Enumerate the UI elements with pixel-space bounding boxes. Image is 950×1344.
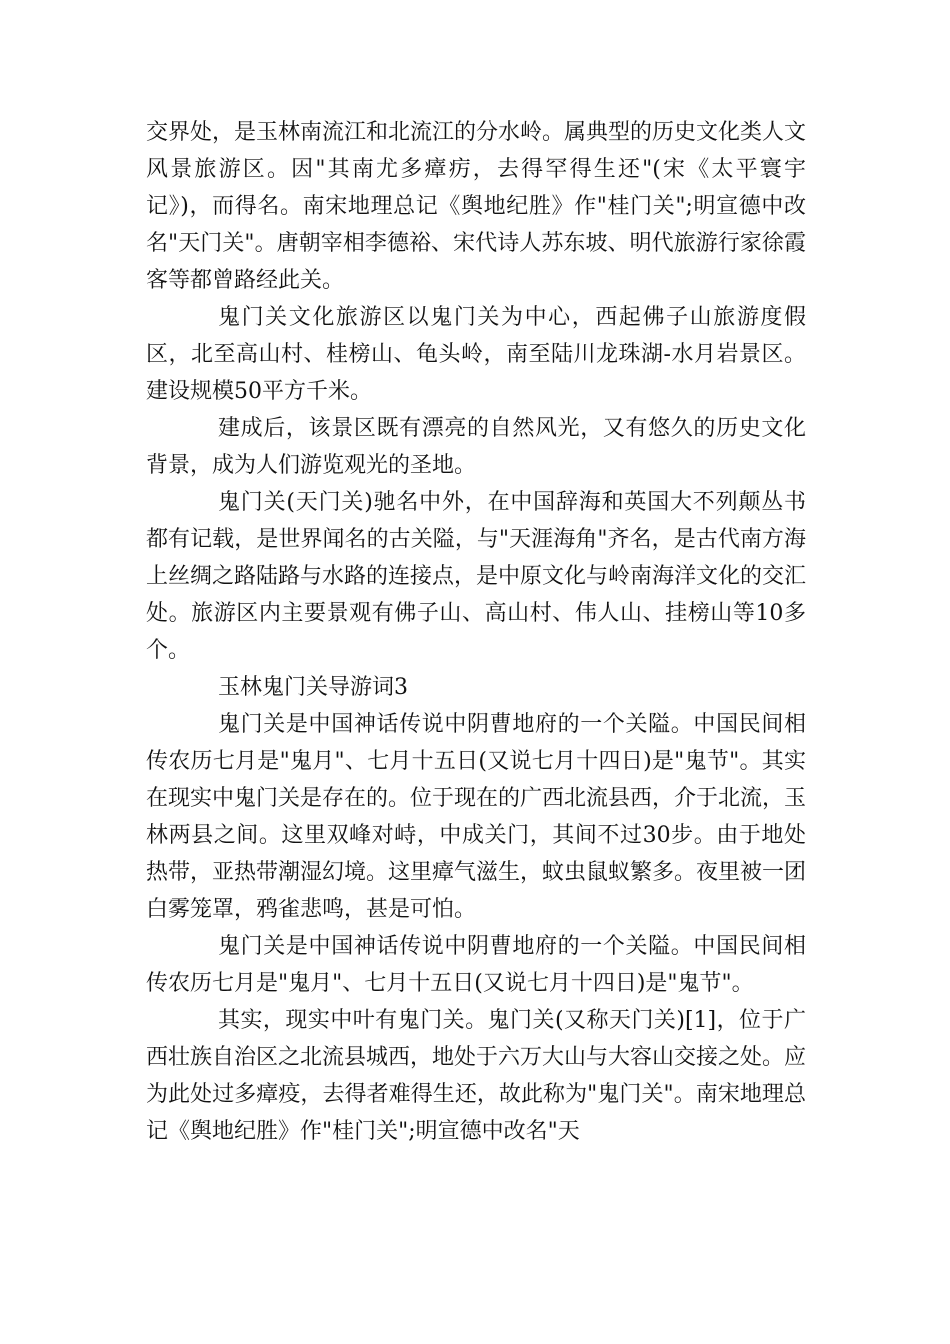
paragraph-3: 建成后，该景区既有漂亮的自然风光，又有悠久的历史文化背景，成为人们游览观光的圣地。 xyxy=(146,416,806,478)
paragraph-1: 交界处，是玉林南流江和北流江的分水岭。属典型的历史文化类人文风景旅游区。因"其南尤多瘴疠，去得罕得生还"(宋《太平寰宇记》)，而得名。南宋地理总记《舆地纪胜》作"桂门关";明宣德中改名"天门关"。唐朝宰相李德裕、宋代诗人苏东坡、明代旅游行家徐霞客等都曾路经此关。 xyxy=(146,120,807,293)
paragraph-4: 鬼门关(天门关)驰名中外，在中国辞海和英国大不列颠丛书都有记载，是世界闻名的古关隘，与"天涯海角"齐名，是古代南方海上丝绸之路陆路与水路的连接点，是中原文化与岭南海洋文化的交汇处。旅游区内主要景观有佛子山、高山村、伟人山、挂榜山等10多个。 xyxy=(146,490,807,663)
document-page xyxy=(146,114,806,1150)
section-heading: 玉林鬼门关导游词3 xyxy=(218,675,408,700)
paragraph-5: 鬼门关是中国神话传说中阴曹地府的一个关隘。中国民间相传农历七月是"鬼月"、七月十五日(又说七月十四日)是"鬼节"。其实在现实中鬼门关是存在的。位于现在的广西北流县西，介于北流，玉林两县之间。这里双峰对峙，中成关门，其间不过30步。由于地处热带，亚热带潮湿幻境。这里瘴气滋生，蚊虫鼠蚁繁多。夜里被一团白雾笼罩，鸦雀悲鸣，甚是可怕。 xyxy=(146,712,807,922)
paragraph-6: 鬼门关是中国神话传说中阴曹地府的一个关隘。中国民间相传农历七月是"鬼月"、七月十五日(又说七月十四日)是"鬼节"。 xyxy=(146,934,806,996)
paragraph-7: 其实，现实中叶有鬼门关。鬼门关(又称天门关)[1]，位于广西壮族自治区之北流县城西，地处于六万大山与大容山交接之处。应为此处过多瘴疫，去得者难得生还，故此称为"鬼门关"。南宋地理总记《舆地纪胜》作"桂门关";明宣德中改名"天 xyxy=(146,1008,807,1144)
paragraph-2: 鬼门关文化旅游区以鬼门关为中心，西起佛子山旅游度假区，北至高山村、桂榜山、龟头岭，南至陆川龙珠湖-水月岩景区。建设规模50平方千米。 xyxy=(146,305,806,404)
